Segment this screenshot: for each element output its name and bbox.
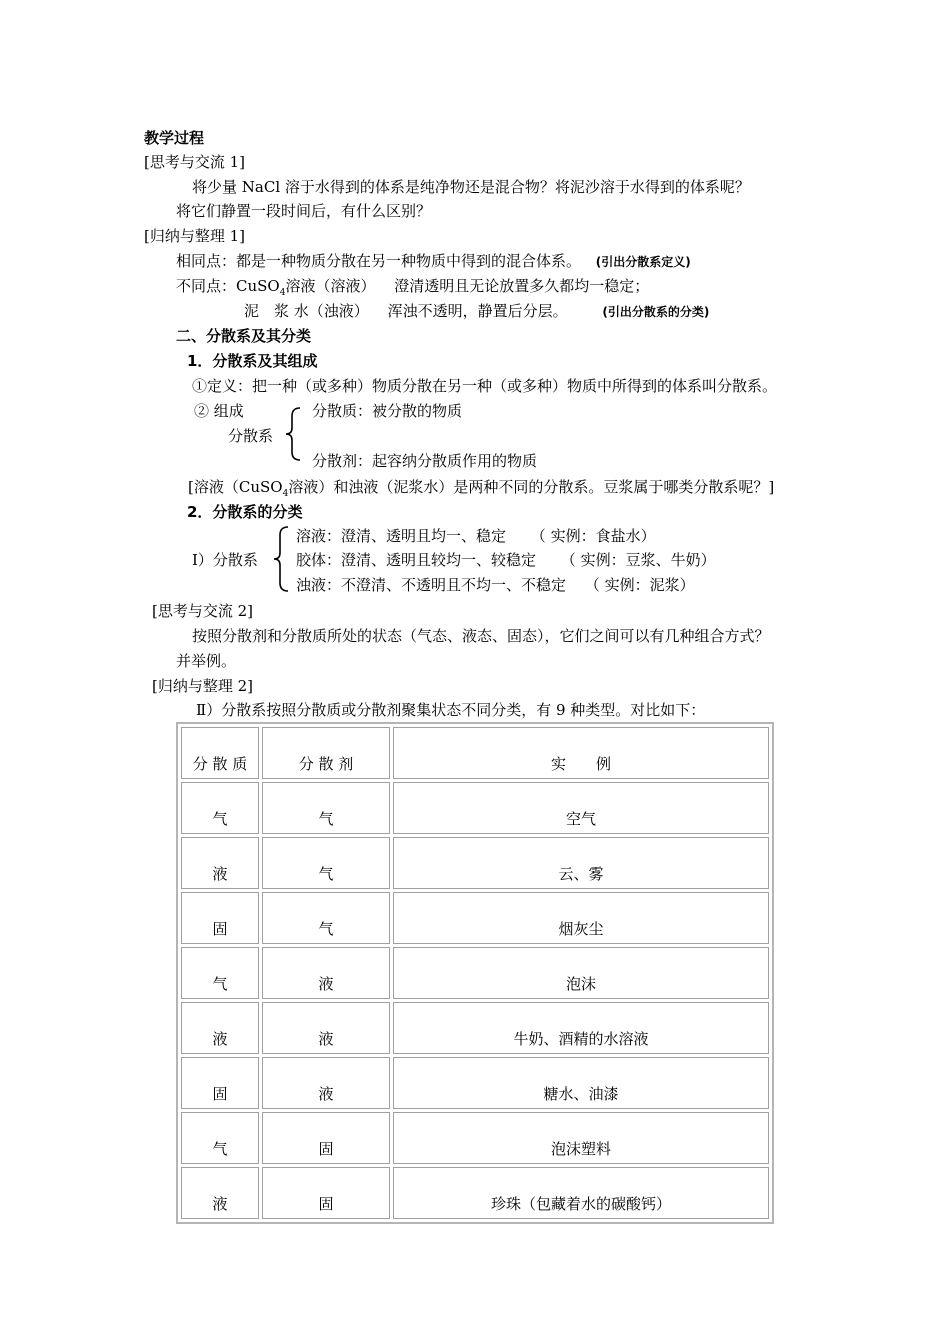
cuso4-desc: 澄清透明且无论放置多久都均一稳定； <box>394 277 650 295</box>
suspension-example: （ 实例：泥浆） <box>584 576 695 594</box>
cell-dispersed: 液 <box>181 837 259 889</box>
header-dispersed: 分 散 质 <box>181 727 259 779</box>
solution-line <box>296 526 656 546</box>
dispersion-types-table <box>176 722 774 1224</box>
sub2-title: 2．分散系的分类 <box>187 503 303 521</box>
class-label: Ⅰ）分散系 <box>192 551 258 569</box>
solution-example: （ 实例：食盐水） <box>530 527 656 545</box>
summary1-same <box>176 251 691 272</box>
summary2-intro: Ⅱ）分散系按照分散质或分散剂聚集状态不同分类，有 9 种类型。对比如下： <box>196 701 706 719</box>
header-medium: 分 散 剂 <box>262 727 390 779</box>
diff-prefix: 不同点： <box>176 277 237 295</box>
cell-medium: 气 <box>262 782 390 834</box>
sub1-definition: ①定义：把一种（或多种）物质分散在另一种（或多种）物质中所得到的体系叫分散系。 <box>192 377 778 395</box>
table-header-row <box>181 727 769 779</box>
header-example: 实 例 <box>393 727 769 779</box>
summary1-diff-cuso4 <box>176 276 649 303</box>
cell-dispersed: 固 <box>181 1057 259 1109</box>
composition-label: ② 组成 <box>194 402 244 420</box>
cell-example: 云、雾 <box>393 837 769 889</box>
cell-medium: 气 <box>262 892 390 944</box>
page-heading: 教学过程 <box>144 129 205 147</box>
diff-note: (引出分散系的分类) <box>602 305 710 319</box>
suspension-desc: 浊液：不澄清、不透明且不均一、不稳定 <box>296 576 567 594</box>
dispersed-phase: 分散质：被分散的物质 <box>312 402 463 420</box>
think2-label: [思考与交流 2] <box>152 602 254 620</box>
cuso4-name: CuSO <box>236 277 280 295</box>
colloid-example: （ 实例：豆浆、牛奶） <box>560 551 716 569</box>
cell-example: 空气 <box>393 782 769 834</box>
cell-example: 泡沫塑料 <box>393 1112 769 1164</box>
question-sub: 4 <box>282 489 289 499</box>
suspension-line <box>296 575 695 595</box>
table-row <box>181 892 769 944</box>
cuso4-sub: 4 <box>279 288 286 298</box>
cell-example: 糖水、油漆 <box>393 1057 769 1109</box>
mud-desc: 浑浊不透明，静置后分层。 <box>387 302 568 320</box>
cell-dispersed: 气 <box>181 1112 259 1164</box>
dispersion-medium: 分散剂：起容纳分散质作用的物质 <box>312 452 538 470</box>
system-label: 分散系 <box>228 427 274 445</box>
cell-dispersed: 气 <box>181 782 259 834</box>
composition-brace <box>284 406 302 462</box>
think2-line2: 并举例。 <box>176 652 237 670</box>
cell-dispersed: 液 <box>181 1002 259 1054</box>
cell-example: 烟灰尘 <box>393 892 769 944</box>
think1-line2: 将它们静置一段时间后，有什么区别？ <box>176 202 432 220</box>
cell-medium: 固 <box>262 1167 390 1219</box>
cell-medium: 液 <box>262 1002 390 1054</box>
cell-medium: 液 <box>262 947 390 999</box>
section2-title: 二、分散系及其分类 <box>176 327 312 345</box>
summary2-label: [归纳与整理 2] <box>152 677 254 695</box>
cell-dispersed: 液 <box>181 1167 259 1219</box>
cell-example: 泡沫 <box>393 947 769 999</box>
question-post: 溶液）和浊液（泥浆水）是两种不同的分散系。豆浆属于哪类分散系呢？] <box>288 478 775 496</box>
colloid-line <box>296 550 716 570</box>
classification-brace <box>272 525 290 593</box>
table-row <box>181 1112 769 1164</box>
think1-line1: 将少量 NaCl 溶于水得到的体系是纯净物还是混合物？将泥沙溶于水得到的体系呢？ <box>192 178 750 196</box>
cell-medium: 气 <box>262 837 390 889</box>
cell-medium: 液 <box>262 1057 390 1109</box>
cell-medium: 固 <box>262 1112 390 1164</box>
summary1-diff-mud <box>244 301 709 322</box>
table-row <box>181 1057 769 1109</box>
summary1-label: [归纳与整理 1] <box>144 227 246 245</box>
think1-label: [思考与交流 1] <box>144 153 246 171</box>
table-row <box>181 1002 769 1054</box>
cell-dispersed: 固 <box>181 892 259 944</box>
sub1-question <box>188 477 774 504</box>
sub1-title: 1．分散系及其组成 <box>187 352 318 370</box>
cuso4-rest: 溶液（溶液） <box>285 277 376 295</box>
think2-line1: 按照分散剂和分散质所处的状态（气态、液态、固态），它们之间可以有几种组合方式？ <box>192 627 770 645</box>
cell-dispersed: 气 <box>181 947 259 999</box>
same-note: (引出分散系定义) <box>595 255 691 269</box>
solution-desc: 溶液：澄清、透明且均一、稳定 <box>296 527 507 545</box>
table-row <box>181 1167 769 1219</box>
table-row <box>181 947 769 999</box>
same-text: 相同点：都是一种物质分散在另一种物质中得到的混合体系。 <box>176 252 582 270</box>
mud-name: 泥 浆 水（浊液） <box>244 302 369 320</box>
table-row <box>181 837 769 889</box>
colloid-desc: 胶体：澄清、透明且较均一、较稳定 <box>296 551 537 569</box>
question-pre: [溶液（CuSO <box>188 478 283 496</box>
cell-example: 珍珠（包藏着水的碳酸钙） <box>393 1167 769 1219</box>
cell-example: 牛奶、酒精的水溶液 <box>393 1002 769 1054</box>
table-row <box>181 782 769 834</box>
